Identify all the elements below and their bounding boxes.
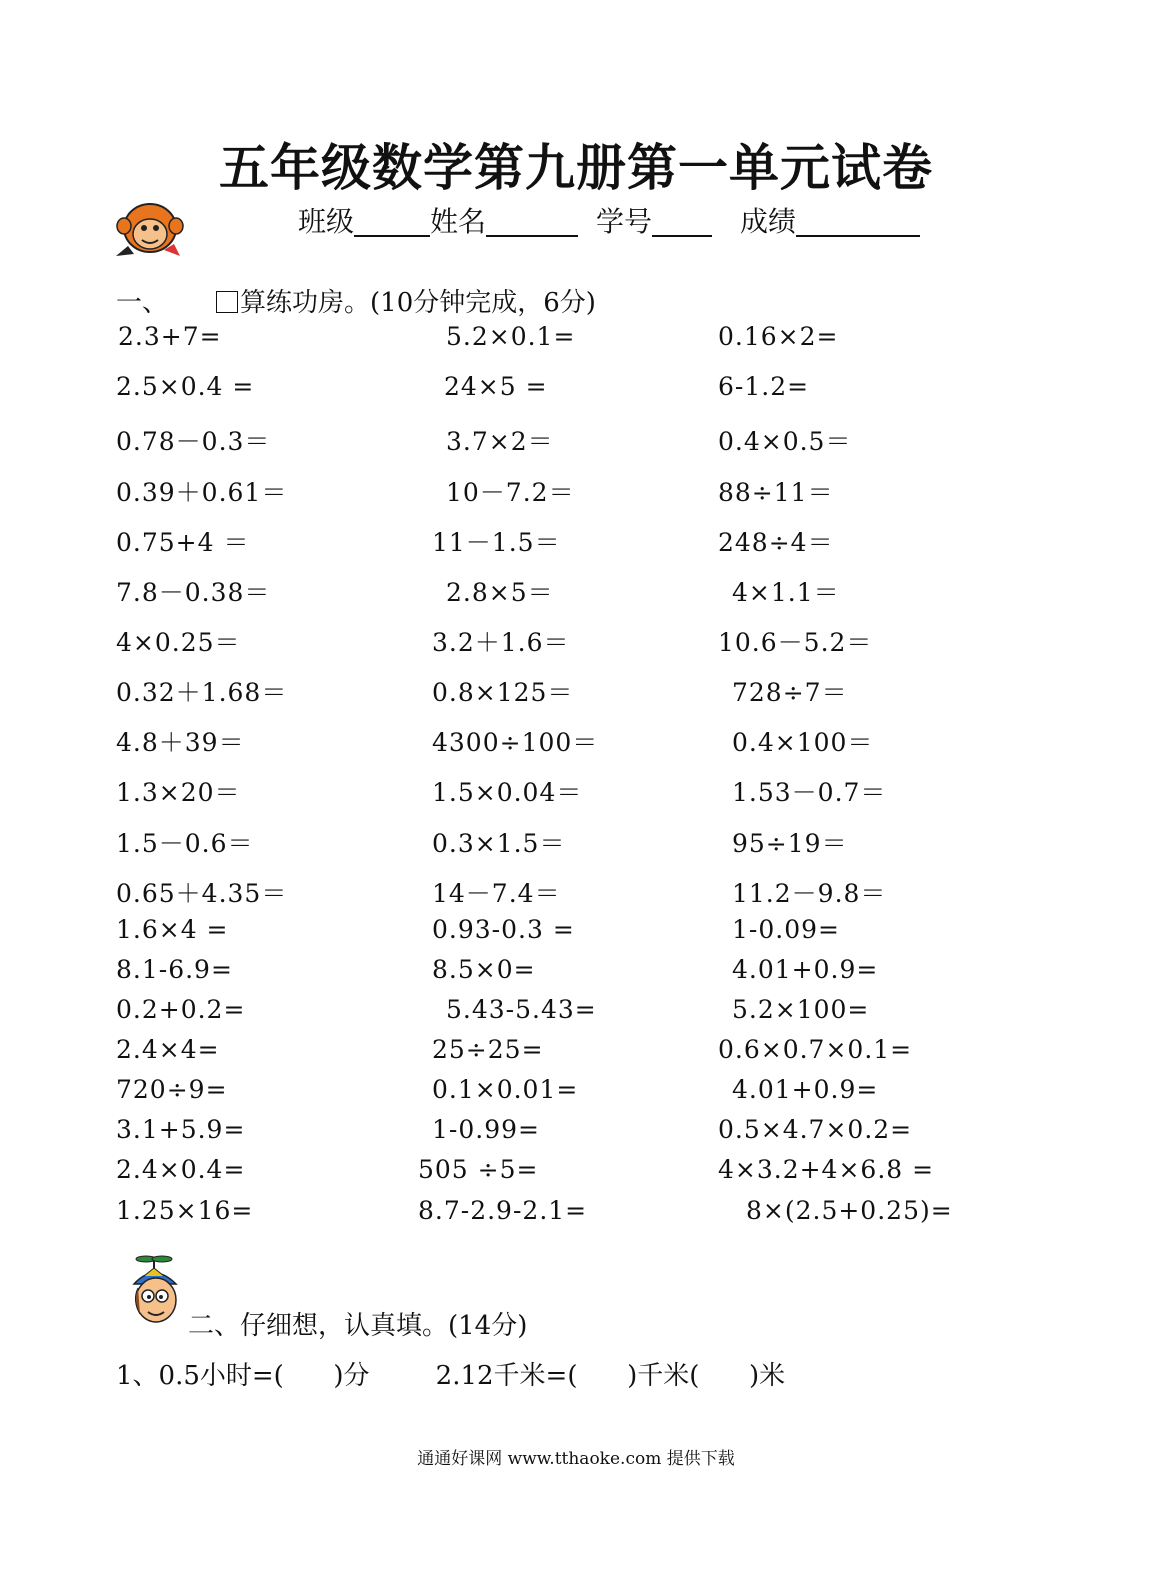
problem-r3-c2: 3.7×2＝ — [446, 427, 554, 456]
problem-r7-c1: 4×0.25＝ — [116, 628, 241, 657]
section-1-title: 算练功房。(10分钟完成，6分) — [240, 288, 596, 318]
problem-r16-c3: 0.6×0.7×0.1= — [718, 1035, 913, 1064]
box-icon — [216, 291, 238, 313]
problem-r13-c1: 1.6×4 = — [116, 915, 229, 944]
problem-r13-c2: 0.93-0.3 = — [432, 915, 575, 944]
question-1: 1、0.5小时=( )分 2.12千米=( )千米( )米 — [116, 1361, 786, 1391]
problem-r8-c3: 728÷7＝ — [732, 678, 848, 707]
problem-r20-c3: 8×(2.5+0.25)= — [746, 1196, 953, 1225]
section-1-heading — [116, 282, 596, 319]
problem-r11-c3: 95÷19＝ — [732, 829, 848, 858]
section-2-heading: 二、仔细想，认真填。(14分) — [188, 1311, 528, 1341]
problem-r2-c1: 2.5×0.4 = — [116, 372, 255, 401]
problem-r1-c1: 2.3+7= — [118, 322, 222, 351]
problem-r9-c2: 4300÷100＝ — [432, 728, 599, 757]
problem-r6-c1: 7.8－0.38＝ — [116, 578, 271, 607]
score-label: 成绩 — [740, 205, 797, 238]
student-info-row — [298, 200, 920, 240]
problem-r20-c1: 1.25×16= — [116, 1196, 254, 1225]
problem-r16-c1: 2.4×4= — [116, 1035, 220, 1064]
class-label: 班级 — [298, 205, 355, 238]
problem-r10-c2: 1.5×0.04＝ — [432, 778, 583, 807]
problem-r6-c3: 4×1.1＝ — [732, 578, 840, 607]
problem-r18-c1: 3.1+5.9= — [116, 1115, 246, 1144]
score-blank — [796, 207, 920, 237]
problem-r5-c1: 0.75+4 ＝ — [116, 528, 250, 557]
problem-r14-c3: 4.01+0.9= — [732, 955, 879, 984]
problem-r4-c1: 0.39＋0.61＝ — [116, 478, 288, 507]
problem-r1-c3: 0.16×2= — [718, 322, 839, 351]
problem-r7-c2: 3.2＋1.6＝ — [432, 628, 570, 657]
problem-r19-c3: 4×3.2+4×6.8 = — [718, 1155, 935, 1184]
problem-r11-c2: 0.3×1.5＝ — [432, 829, 566, 858]
problem-r9-c3: 0.4×100＝ — [732, 728, 874, 757]
problem-r17-c2: 0.1×0.01= — [432, 1075, 579, 1104]
problem-r19-c2: 505 ÷5= — [418, 1155, 539, 1184]
problem-r12-c2: 14－7.4＝ — [432, 879, 561, 908]
problem-r2-c3: 6-1.2= — [718, 372, 810, 401]
problem-r8-c2: 0.8×125＝ — [432, 678, 574, 707]
problem-r4-c3: 88÷11＝ — [718, 478, 834, 507]
problem-r7-c3: 10.6－5.2＝ — [718, 628, 873, 657]
problem-r15-c1: 0.2+0.2= — [116, 995, 246, 1024]
problem-r10-c1: 1.3×20＝ — [116, 778, 241, 807]
problem-r5-c2: 11－1.5＝ — [432, 528, 561, 557]
class-blank — [354, 207, 430, 237]
problem-r11-c1: 1.5－0.6＝ — [116, 829, 254, 858]
problem-r3-c1: 0.78－0.3＝ — [116, 427, 271, 456]
problem-r19-c1: 2.4×0.4= — [116, 1155, 246, 1184]
section-1-prefix: 一、 — [116, 288, 169, 318]
page-title: 五年级数学第九册第一单元试卷 — [219, 139, 933, 197]
problem-r17-c1: 720÷9= — [116, 1075, 228, 1104]
problem-r8-c1: 0.32＋1.68＝ — [116, 678, 288, 707]
problem-r15-c3: 5.2×100= — [732, 995, 870, 1024]
problem-r18-c3: 0.5×4.7×0.2= — [718, 1115, 913, 1144]
problem-r12-c3: 11.2－9.8＝ — [732, 879, 887, 908]
problem-r18-c2: 1-0.99= — [432, 1115, 540, 1144]
problem-r4-c2: 10－7.2＝ — [446, 478, 575, 507]
problem-r12-c1: 0.65＋4.35＝ — [116, 879, 288, 908]
boy-with-propeller-hat-icon — [126, 1254, 184, 1326]
number-blank — [652, 207, 712, 237]
name-label: 姓名 — [430, 205, 487, 238]
name-blank — [486, 207, 578, 237]
problem-r13-c3: 1-0.09= — [732, 915, 840, 944]
problem-r2-c2: 24×5 = — [444, 372, 548, 401]
problem-r5-c3: 248÷4＝ — [718, 528, 834, 557]
problem-r14-c1: 8.1-6.9= — [116, 955, 233, 984]
problem-r6-c2: 2.8×5＝ — [446, 578, 554, 607]
problem-r1-c2: 5.2×0.1= — [446, 322, 576, 351]
problem-r15-c2: 5.43-5.43= — [446, 995, 597, 1024]
problem-r14-c2: 8.5×0= — [432, 955, 536, 984]
problem-r20-c2: 8.7-2.9-2.1= — [418, 1196, 588, 1225]
problem-r17-c3: 4.01+0.9= — [732, 1075, 879, 1104]
monkey-icon — [108, 196, 188, 262]
problem-r16-c2: 25÷25= — [432, 1035, 544, 1064]
problem-r3-c3: 0.4×0.5＝ — [718, 427, 852, 456]
problem-r10-c3: 1.53－0.7＝ — [732, 778, 887, 807]
footer-credit: 通通好课网 www.tthaoke.com 提供下载 — [417, 1449, 735, 1469]
problem-r9-c1: 4.8＋39＝ — [116, 728, 245, 757]
number-label: 学号 — [596, 205, 653, 238]
